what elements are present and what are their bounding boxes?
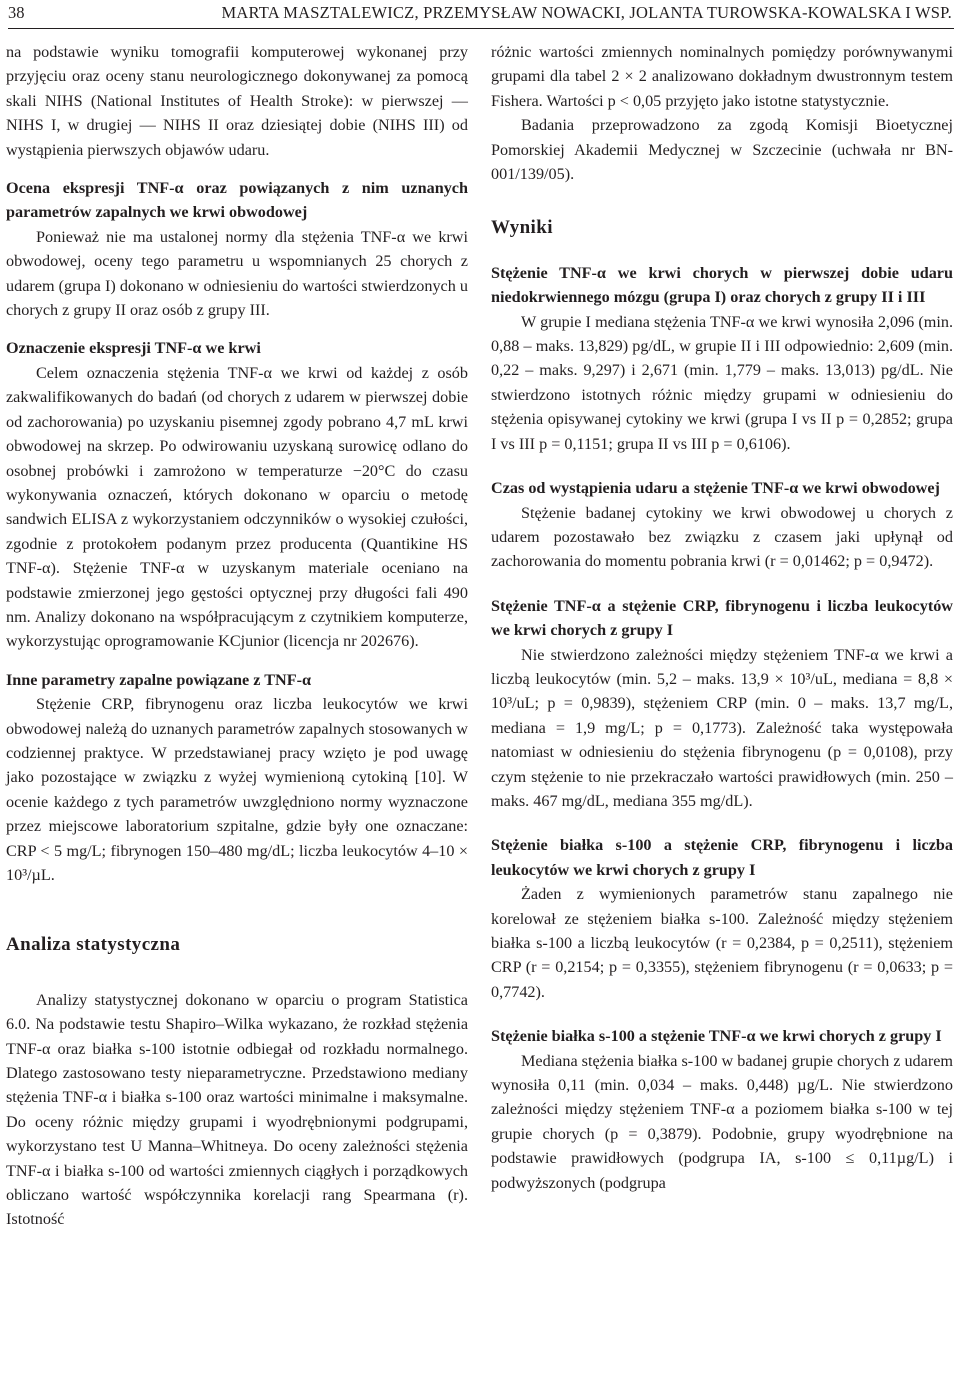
paragraph-s100-tnf: Mediana stężenia białka s-100 w badanej grupie chorych z udarem wynosiła 0,11 (min. 0,034 – maks. 0,448) µg/L. Nie stwierdzono zależności między stężeniem TNF-α a poziomem białka s-100 w tej grupie chorych (p = 0,3879). Podobnie, grupy wyodrębnione na podstawie prawidłowych (podgrupa IA, s-100 ≤ 0,11µg/L) i podwyższonych (podgrupa — [491, 1051, 953, 1192]
paragraph-ocena: Ponieważ nie ma ustalonej normy dla stężenia TNF-α we krwi obwodowej, oceny tego parametru u wspomnianych 25 chorych z udarem (grupa I) dokonano w odniesieniu do wartości stwierdzonych u chorych z grupy II oraz osób z grupy III. — [6, 227, 468, 320]
heading-inne: Inne parametry zapalne powiązane z TNF-α — [6, 670, 312, 689]
running-header — [8, 2, 954, 29]
heading-crp: Stężenie TNF-α a stężenie CRP, fibrynogenu i liczba leukocytów we krwi chorych z grupy I — [491, 596, 953, 640]
section-title-analiza: Analiza statystyczna — [6, 934, 181, 956]
paragraph-inne: Stężenie CRP, fibrynogenu oraz liczba leukocytów we krwi obwodowej należą do uznanych parametrów zapalnych stosowanych w codziennej praktyce. W przedstawianej pracy wzięto je pod uwagę jako pozostające w związku z wyżej wymienioną cytokiną [10]. W ocenie każdego z tych parametrów uwzględniono normy wyznaczone przez miejscowe laboratorium szpitalne, gdzie były one oznaczane: CRP < 5 mg/L; fibrynogen 150–480 mg/dL; liczba leukocytów 4–10 × 10³/µL. — [6, 695, 468, 884]
paragraph-analiza: Analizy statystycznej dokonano w oparciu o program Statistica 6.0. Na podstawie testu Shapiro–Wilka wykazano, że rozkład stężenia TNF-α oraz białka s-100 istotnie odbiegał od rozkładu normalnego. Dlatego zastosowano testy nieparametryczne. Przedstawiono mediany stężenia TNF-α i białka s-100 oraz wartości minimalne i maksymalne. Do oceny różnic między grupami i wyodrębnionymi podgrupami, wykorzystano test U Manna–Whitneya. Do oceny zależności stężenia TNF-α i białka s-100 od wartości zmiennych ciągłych i porządkowych obliczano wartość współczynnika korelacji rang Spearmana (r). Istotność — [6, 990, 468, 1229]
left-column — [6, 40, 468, 1232]
running-header-authors: MARTA MASZTALEWICZ, PRZEMYSŁAW NOWACKI, JOLANTA TUROWSKA-KOWALSKA I WSP. — [221, 3, 952, 22]
heading-stezenie-grupy: Stężenie TNF-α we krwi chorych w pierwszej dobie udaru niedokrwiennego mózgu (grupa I) oraz chorych z grupy II i III — [491, 263, 953, 307]
intro-paragraph: na podstawie wyniku tomografii komputerowej wykonanej przy przyjęciu oraz oceny stanu neurologicznego dokonywanej za pomocą skali NIHS (National Institutes of Health Stroke): w pierwszej — NIHS I, w drugiej — NIHS II oraz dziesiątej dobie (NIHS III) od wystąpienia pierwszych objawów udaru. — [6, 43, 468, 159]
heading-s100: Stężenie białka s-100 a stężenie CRP, fibrynogenu i liczba leukocytów we krwi chorych z grupy I — [491, 836, 953, 879]
right-column — [491, 40, 953, 1195]
paragraph-s100: Żaden z wymienionych parametrów stanu zapalnego nie korelował ze stężeniem białka s-100. Zależność między stężeniem białka s-100 a liczbą leukocytów (r = 0,2384, p = 0,2511), stężeniem CRP (r = 0,2154; p = 0,3355), stężeniem fibrynogenu (r = 0,0633; p = 0,7742). — [491, 885, 953, 1001]
heading-s100-tnf: Stężenie białka s-100 a stężenie TNF-α we krwi chorych z grupy I — [491, 1027, 942, 1046]
paragraph-stezenie-grupy: W grupie I mediana stężenia TNF-α we krwi wynosiła 2,096 (min. 0,88 – maks. 13,829) pg/dL, w grupie II i III odpowiednio: 2,609 (min. 0,22 – maks. 9,297) i 2,671 (min. 1,779 – maks. 13,013) pg/dL. Nie stwierdzono istotnych różnic między grupami w odniesieniu do stężenia opisywanej cytokiny we krwi (grupa I vs II p = 0,2852; grupa I vs III p = 0,1151; grupa II vs III p = 0,6106). — [491, 312, 953, 453]
page-number: 38 — [8, 3, 25, 22]
paragraph-etyka: Badania przeprowadzono za zgodą Komisji Bioetycznej Pomorskiej Akademii Medycznej w Szczecinie (uchwała nr BN-001/139/05). — [491, 116, 953, 184]
paragraph-oznaczenie: Celem oznaczenia stężenia TNF-α we krwi od każdej z osób zakwalifikowanych do badań (od chorych z udarem w pierwszej dobie od zachorowania) po uzyskaniu pisemnej zgody pobrano 4,7 mL krwi obwodowej na skrzep. Po odwirowaniu uzyskaną surowicę odlano do osobnej probówki i zamrożono w temperaturze −20°C do czasu wykonywania oznaczeń, których dokonano w oparciu o metodę sandwich ELISA z wykorzystaniem odczynników o wysokiej czułości, zgodnie z protokołem podanym przez producenta (Quantikine HS TNF-α). Stężenie TNF-α w uzyskanym materiale oceniano na podstawie zmierzonej jego gęstości optycznej przy długości fali 490 nm. Analizy dokonano na współpracującym z czytnikiem komputerze, wykorzystując oprogramowanie KCjunior (licencja nr 202676). — [6, 363, 468, 651]
paragraph-czas: Stężenie badanej cytokiny we krwi obwodowej u chorych z udarem pozostawało bez związku z czasem jaki upłynął od zachorowania do momentu pobrania krwi (r = 0,01462; p = 0,9472). — [491, 503, 953, 571]
heading-ocena: Ocena ekspresji TNF-α oraz powiązanych z nim uznanych parametrów zapalnych we krwi obwodowej — [6, 179, 468, 222]
heading-czas: Czas od wystąpienia udaru a stężenie TNF-α we krwi obwodowej — [491, 479, 940, 498]
section-title-wyniki: Wyniki — [491, 217, 553, 239]
heading-oznaczenie: Oznaczenie ekspresji TNF-α we krwi — [6, 339, 261, 358]
paragraph-continued: różnic wartości zmiennych nominalnych pomiędzy porównywanymi grupami dla tabel 2 × 2 analizowano dokładnym dwustronnym testem Fishera. Wartości p < 0,05 przyjęto jako istotne statystycznie. — [491, 43, 953, 110]
paragraph-crp: Nie stwierdzono zależności między stężeniem TNF-α we krwi a liczbą leukocytów (min. 5,2 – maks. 13,9 × 10³/uL, mediana = 8,8 × 10³/uL; p = 0,9839), stężeniem CRP (min. 0 – maks. 13,7 mg/L, mediana = 1,9 mg/L; p = 0,1773). Zależność taka występowała natomiast w odniesieniu do stężenia fibrynogenu (p = 0,0108), przy czym stężenie to nie przekraczało wartości prawidłowych (min. 250 – maks. 467 mg/dL, mediana 355 mg/dL). — [491, 645, 953, 810]
